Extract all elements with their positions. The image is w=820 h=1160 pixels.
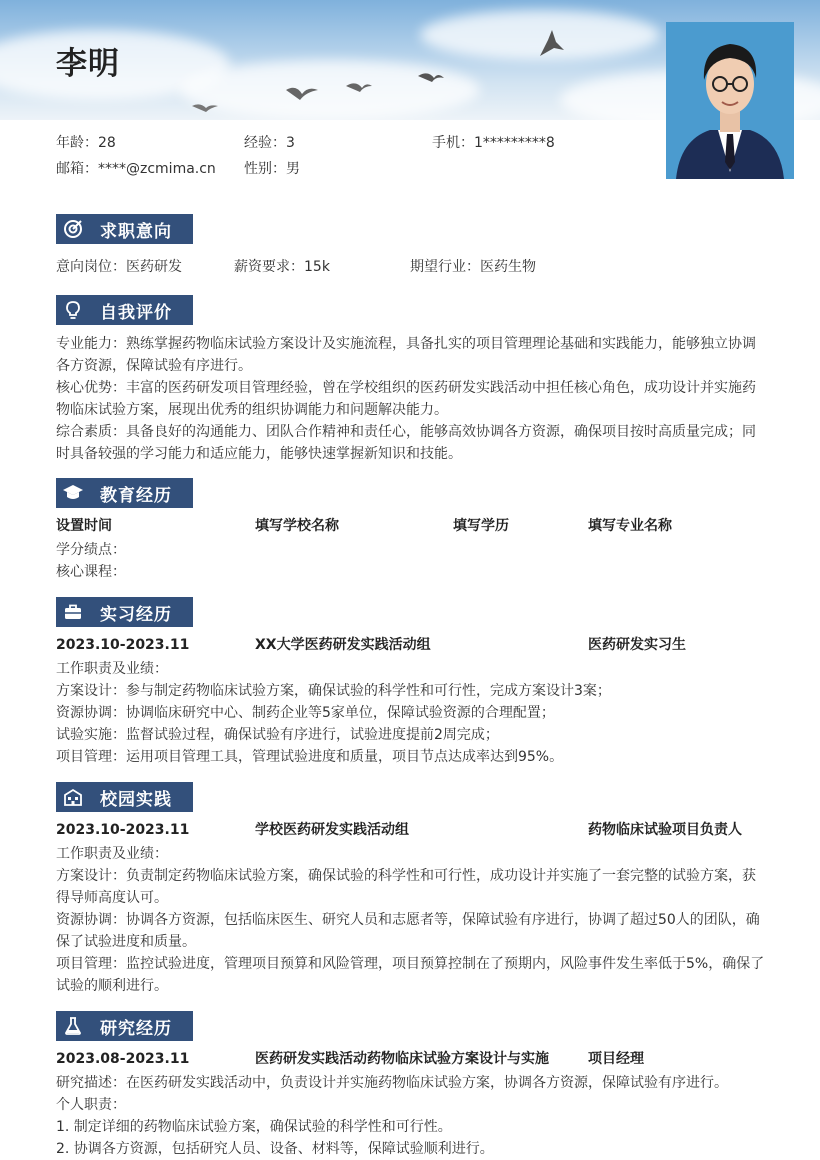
internship-line: 试验实施：监督试验过程，确保试验有序进行，试验进度提前2周完成； bbox=[56, 727, 499, 743]
section-campus-practice bbox=[56, 782, 193, 812]
research-line: 个人职责： bbox=[56, 1097, 126, 1113]
bird-icon bbox=[346, 83, 372, 92]
education-degree: 填写学历 bbox=[453, 518, 509, 534]
intent-salary: 薪资要求：15k bbox=[234, 259, 330, 275]
section-job-intent bbox=[56, 214, 193, 244]
lightbulb-icon bbox=[58, 295, 88, 325]
phone: 手机：1*********8 bbox=[432, 135, 555, 151]
campus-role: 药物临床试验项目负责人 bbox=[588, 822, 742, 838]
campus-line: 方案设计：负责制定药物临床试验方案，确保试验的科学性和可行性，成功设计并实施了一套完整的试验方案，获得导师高度认可。 bbox=[56, 868, 756, 906]
bird-icon bbox=[540, 30, 564, 56]
gender: 性别：男 bbox=[244, 161, 300, 177]
research-time: 2023.08-2023.11 bbox=[56, 1051, 190, 1067]
research-line: 2. 协调各方资源，包括研究人员、设备、材料等，保障试验顺利进行。 bbox=[56, 1141, 494, 1157]
research-line: 1. 制定详细的药物临床试验方案，确保试验的科学性和可行性。 bbox=[56, 1119, 452, 1135]
self-eval-paragraph: 专业能力：熟练掌握药物临床试验方案设计及实施流程，具备扎实的项目管理理论基础和实践能力，能够独立协调各方资源，保障试验有序进行。 bbox=[56, 336, 756, 374]
internship-line: 工作职责及业绩： bbox=[56, 661, 168, 677]
section-title: 研究经历 bbox=[100, 1018, 172, 1039]
candidate-name: 李明 bbox=[56, 46, 120, 82]
section-self-evaluation bbox=[56, 295, 193, 325]
section-education bbox=[56, 478, 193, 508]
internship-org: XX大学医药研发实践活动组 bbox=[255, 637, 431, 653]
intent-position: 意向岗位：医药研发 bbox=[56, 259, 182, 275]
email: 邮箱：****@zcmima.cn bbox=[56, 161, 216, 177]
target-icon bbox=[58, 214, 88, 244]
flask-icon bbox=[58, 1011, 88, 1041]
self-eval-paragraph: 综合素质：具备良好的沟通能力、团队合作精神和责任心，能够高效协调各方资源，确保项目按时高质量完成；同时具备较强的学习能力和适应能力，能够快速掌握新知识和技能。 bbox=[56, 424, 756, 462]
education-courses: 核心课程： bbox=[56, 564, 126, 580]
section-title: 实习经历 bbox=[100, 604, 172, 625]
section-title: 自我评价 bbox=[100, 302, 172, 323]
section-internship bbox=[56, 597, 193, 627]
internship-line: 方案设计：参与制定药物临床试验方案，确保试验的科学性和可行性，完成方案设计3案； bbox=[56, 683, 611, 699]
bird-icon bbox=[286, 88, 318, 100]
bird-icon bbox=[418, 73, 444, 82]
self-eval-paragraph: 核心优势：丰富的医药研发项目管理经验，曾在学校组织的医药研发实践活动中担任核心角色，成功设计并实施药物临床试验方案，展现出优秀的组织协调能力和问题解决能力。 bbox=[56, 380, 756, 418]
internship-line: 资源协调：协调临床研究中心、制药企业等5家单位，保障试验资源的合理配置； bbox=[56, 705, 555, 721]
research-project: 医药研发实践活动药物临床试验方案设计与实施 bbox=[255, 1051, 549, 1067]
age: 年龄：28 bbox=[56, 135, 116, 151]
building-icon bbox=[58, 782, 88, 812]
internship-time: 2023.10-2023.11 bbox=[56, 637, 190, 653]
campus-time: 2023.10-2023.11 bbox=[56, 822, 190, 838]
research-line: 研究描述：在医药研发实践活动中，负责设计并实施药物临床试验方案，协调各方资源，保障试验有序进行。 bbox=[56, 1075, 728, 1091]
briefcase-icon bbox=[58, 597, 88, 627]
section-title: 教育经历 bbox=[100, 485, 172, 506]
section-title: 校园实践 bbox=[100, 789, 172, 810]
intent-industry: 期望行业：医药生物 bbox=[410, 259, 536, 275]
campus-line: 项目管理：监控试验进度，管理项目预算和风险管理，项目预算控制在了预期内，风险事件发生率低于5%，确保了试验的顺利进行。 bbox=[56, 956, 765, 994]
experience: 经验：3 bbox=[244, 135, 295, 151]
internship-line: 项目管理：运用项目管理工具，管理试验进度和质量，项目节点达成率达到95%。 bbox=[56, 749, 564, 765]
campus-org: 学校医药研发实践活动组 bbox=[255, 822, 409, 838]
education-major: 填写专业名称 bbox=[588, 518, 672, 534]
education-school: 填写学校名称 bbox=[255, 518, 339, 534]
internship-role: 医药研发实习生 bbox=[588, 637, 686, 653]
bird-icon bbox=[192, 104, 218, 112]
section-research bbox=[56, 1011, 193, 1041]
education-gpa: 学分绩点： bbox=[56, 542, 126, 558]
education-time: 设置时间 bbox=[56, 518, 112, 534]
campus-line: 工作职责及业绩： bbox=[56, 846, 168, 862]
avatar-illustration bbox=[666, 22, 794, 179]
campus-line: 资源协调：协调各方资源，包括临床医生、研究人员和志愿者等，保障试验有序进行，协调了超过50人的团队，确保了试验进度和质量。 bbox=[56, 912, 760, 950]
profile-photo bbox=[666, 22, 794, 179]
section-title: 求职意向 bbox=[100, 221, 172, 242]
graduation-cap-icon bbox=[58, 478, 88, 508]
research-role: 项目经理 bbox=[588, 1051, 644, 1067]
